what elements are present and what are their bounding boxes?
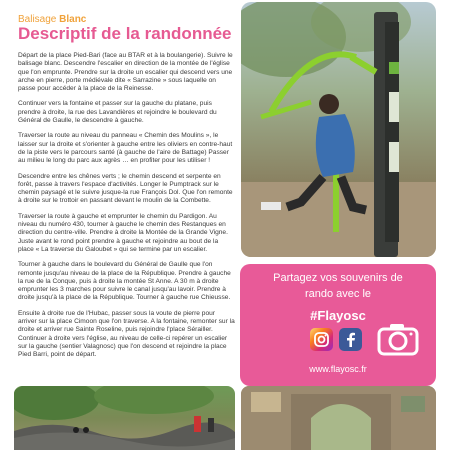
paragraph: Tourner à gauche dans le boulevard du Général de Gaulle que l'on remonte jusqu'au niveau de la place de la République. Prendre à gauche la rue de la Conque, puis à droite la montée St Anne. A 30 m à droite emprunter les 3 marches pour suivre le canal jusqu'au lavoir. Prendre à droite jusqu'à la place de la République. Tourner à gauche rue Chieusse. bbox=[18, 261, 231, 302]
paragraph: Ensuite à droite rue de l'Hubac, passer sous la voute de pierre pour arriver sur la place Cimoon que l'on traverse. A la fontaine, remonter sur la droite et arriver rue Sainte Roseline, puis rejoindre l'place Sérailler. Continuer à droite vers l'église, au niveau de celle-ci repérer un escalier sur la gauche (sentier Valagnosc) que l'on descend et rejoindre la place Pied Barri, point de départ. bbox=[18, 309, 235, 359]
paragraph: Départ de la place Pied-Bari (face au BTAR et à la boulangerie). Suivre le balisage blanc. Descendre l'escalier en direction de la montée de l'église que l'on emprunte. Prendre sur la droite un escalier qui descend vers une arche en pierre, porte médiévale dite « Sarrazine » sous laquelle on passe pour accéder à la place de la Reinesse. bbox=[18, 52, 233, 93]
stone-arch-photo bbox=[241, 386, 436, 450]
kicker-color: Blanc bbox=[59, 14, 87, 25]
share-memories-banner bbox=[240, 264, 436, 386]
kicker-label: Balisage bbox=[18, 14, 60, 25]
paragraph: Continuer vers la fontaine et passer sur la gauche du platane, puis prendre à droite, la rue des Lavandières et rejoindre le boulevard du Général de Gaulle, le descendre à gauche. bbox=[18, 100, 217, 125]
hike-description bbox=[18, 52, 235, 367]
paragraph: Traverser la route au niveau du panneau « Chemin des Moulins », le laisser sur la droite et s'orienter à gauche entre les oliviers en contre-haut de la piste vers le parcours santé (à gauche de l'aire de Battage) Passer au milieu le long du parc aux agrès … en profiter pour les utiliser ! bbox=[18, 132, 233, 165]
promo-text-line-1: Partagez vos souvenirs de bbox=[273, 272, 403, 284]
instagram-icon[interactable] bbox=[310, 328, 333, 351]
hashtag: #Flayosc bbox=[310, 308, 366, 323]
camera-icon bbox=[376, 320, 420, 356]
website-url[interactable]: www.flayosc.fr bbox=[309, 364, 367, 374]
promo-text-line-2: rando avec le bbox=[304, 288, 372, 300]
fitness-equipment-photo bbox=[241, 2, 436, 257]
pumptrack-photo bbox=[14, 386, 235, 450]
paragraph: Traverser la route à gauche et emprunter le chemin du Pardigon. Au niveau du numéro 430, tourner à gauche le chemin des Restanques en direction du centre-ville. Prendre à droite la Montée de la Grande Vigne. Juste avant le rond point prendre à gauche et rejoindre au bout de la place « La traverse du Galoubet » qui se termine par un escalier. bbox=[18, 212, 228, 253]
facebook-icon[interactable] bbox=[339, 328, 362, 351]
page-title: Descriptif de la randonnée bbox=[18, 24, 232, 43]
paragraph: Descendre entre les chênes verts ; le chemin descend et serpente en forêt, passe à travers l'espace d'activités. Longer le Pumptrack sur le chemin paysagé et le suivre jusque-la rue François Dol. Que l'on remonte à droite sur le trottoir en passant devant le moulin de la Combette. bbox=[18, 172, 233, 205]
